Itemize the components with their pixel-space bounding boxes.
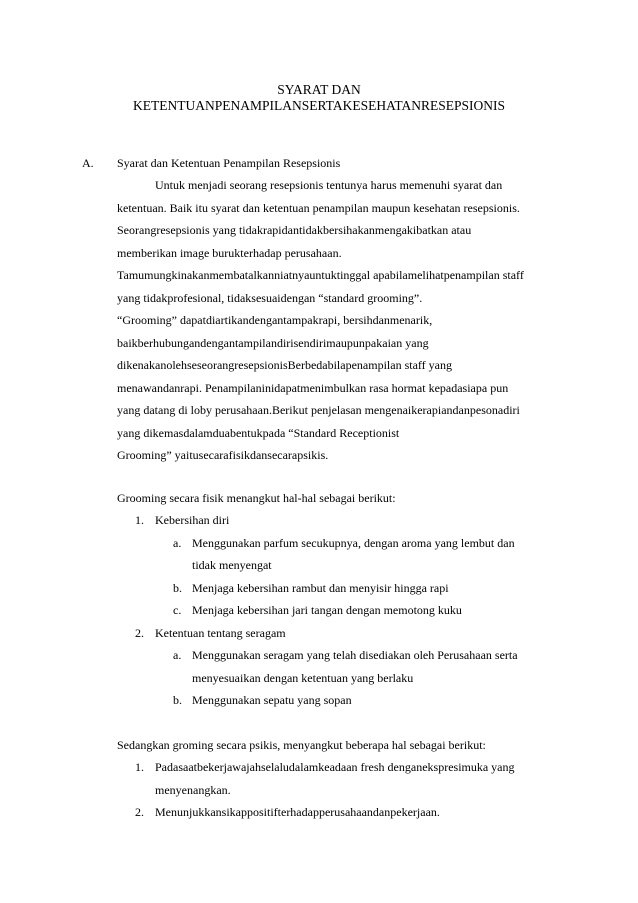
list-item-line: menyenangkan. bbox=[155, 783, 231, 797]
paragraph-line: ketentuan. Baik itu syarat dan ketentuan penampilan maupun kesehatan resepsionis. bbox=[117, 201, 520, 215]
paragraph-line: menawandanrapi. Penampilaninidapatmenimbulkan rasa hormat kepadasiapa pun bbox=[117, 381, 509, 395]
paragraph-line: baikberhubungandengantampilandirisendirimaupunpakaian yang bbox=[117, 336, 429, 350]
list-number: 2. bbox=[135, 626, 144, 640]
sublist-letter: a. bbox=[173, 536, 182, 550]
sublist-letter: c. bbox=[173, 603, 182, 617]
sublist-item-line: tidak menyengat bbox=[192, 558, 272, 572]
list-item-label: Ketentuan tentang seragam bbox=[155, 626, 286, 640]
paragraph-line: dikenakanolehseseorangresepsionisBerbedabilapenampilan staff yang bbox=[117, 358, 452, 372]
paragraph-line: “Grooming” dapatdiartikandengantampakrapi, bersihdanmenarik, bbox=[117, 313, 433, 327]
section-marker: A. bbox=[82, 156, 94, 170]
paragraph-line: yang dikemasdalamduabentukpada “Standard Receptionist bbox=[117, 426, 400, 440]
paragraph-line: memberikan image burukterhadap perusahaan. bbox=[117, 246, 342, 260]
paragraph-line: Grooming” yaitusecarafisikdansecarapsikis. bbox=[117, 448, 329, 462]
document-title-line-1: SYARAT DAN bbox=[277, 82, 361, 97]
paragraph-line: yang tidakprofesional, tidaksesuaidengan “standard grooming”. bbox=[117, 291, 423, 305]
document-title-line-2: KETENTUANPENAMPILANSERTAKESEHATANRESEPSIONIS bbox=[132, 98, 506, 113]
sublist-letter: b. bbox=[173, 693, 182, 707]
list-item-line: Padasaatbekerjawajahselaludalamkeadaan fresh denganekspresimuka yang bbox=[155, 760, 515, 774]
list-number: 1. bbox=[135, 513, 144, 527]
sublist-item-line: Menggunakan seragam yang telah disediakan oleh Perusahaan serta bbox=[192, 648, 518, 662]
paragraph-line: Tamumungkinakanmembatalkanniatnyauntuktinggal apabilamelihatpenampilan staff bbox=[117, 268, 524, 282]
section-heading: Syarat dan Ketentuan Penampilan Resepsionis bbox=[117, 156, 341, 170]
sublist-item-line: Menjaga kebersihan rambut dan menyisir hingga rapi bbox=[192, 581, 449, 595]
sublist-item-line: Menggunakan parfum secukupnya, dengan aroma yang lembut dan bbox=[192, 536, 515, 550]
paragraph-line: yang datang di loby perusahaan.Berikut penjelasan mengenaikerapiandanpesonadiri bbox=[117, 403, 520, 417]
sublist-letter: a. bbox=[173, 648, 182, 662]
fisik-intro: Grooming secara fisik menangkut hal-hal sebagai berikut: bbox=[117, 491, 396, 505]
sublist-item-line: Menjaga kebersihan jari tangan dengan memotong kuku bbox=[192, 603, 462, 617]
list-item-line: Menunjukkansikappositifterhadapperusahaandanpekerjaan. bbox=[155, 805, 440, 819]
list-number: 2. bbox=[135, 805, 144, 819]
paragraph-line: Seorangresepsionis yang tidakrapidantidakbersihakanmengakibatkan atau bbox=[117, 223, 472, 237]
sublist-letter: b. bbox=[173, 581, 182, 595]
paragraph-line: Untuk menjadi seorang resepsionis tentunya harus memenuhi syarat dan bbox=[155, 178, 503, 192]
list-number: 1. bbox=[135, 760, 144, 774]
psikis-intro: Sedangkan groming secara psikis, menyangkut beberapa hal sebagai berikut: bbox=[117, 738, 486, 752]
sublist-item-line: menyesuaikan dengan ketentuan yang berlaku bbox=[192, 671, 414, 685]
list-item-label: Kebersihan diri bbox=[155, 513, 230, 527]
sublist-item-line: Menggunakan sepatu yang sopan bbox=[192, 693, 352, 707]
